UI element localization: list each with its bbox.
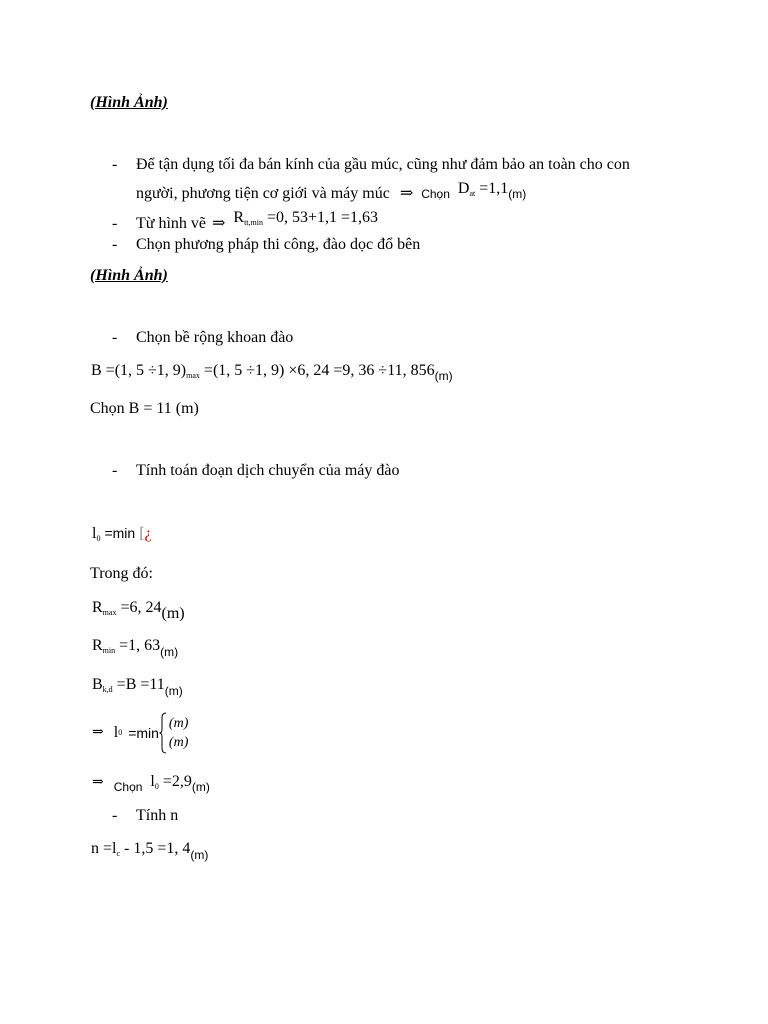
rmin-subscript: min (102, 646, 116, 655)
formula-rmin-value (92, 636, 178, 661)
bullet-text-label: Từ hình vẽ (136, 215, 206, 232)
left-brace-icon (159, 712, 167, 754)
bkd-symbol: B (92, 676, 103, 693)
figure-caption: (Hình Ảnh) (90, 94, 168, 111)
n-unit: (m) (190, 848, 209, 862)
rmin-unit: (m) (160, 645, 179, 659)
l0-subscript: 0 (154, 782, 159, 791)
chon-label: Chọn (113, 780, 143, 794)
l0-result-unit: (m) (191, 780, 210, 794)
bullet-text-line2: người, phương tiện cơ giới và máy múc (136, 185, 390, 202)
implies-arrow: ⇒ (212, 215, 226, 232)
bkd-subscript: k,d (102, 685, 113, 694)
rmin-value: =1, 63 (119, 637, 161, 654)
bullet-text: Chọn phương pháp thi công, đào dọc đổ bên (136, 236, 421, 253)
brace-group (159, 712, 188, 754)
formula-l0-result (92, 772, 210, 797)
dat-subscript: at (469, 189, 476, 198)
formula-l0-min (92, 711, 188, 755)
rmax-subscript: max (102, 608, 117, 617)
bkd-unit: (m) (164, 684, 183, 698)
l0-symbol: l (113, 724, 119, 741)
l0-result-value: =2,9 (162, 773, 192, 790)
rmin-symbol: R (233, 209, 245, 226)
bracket-glyph: [ (139, 525, 145, 542)
bullet-text: Tính toán đoạn dịch chuyển của máy đào (136, 462, 400, 479)
rmin-symbol: R (92, 637, 103, 654)
n-right: - 1,5 =1, 4 (124, 840, 191, 857)
brace-stack (169, 714, 188, 752)
figure-caption: (Hình Ảnh) (90, 267, 168, 284)
l0-symbol: l (150, 773, 155, 790)
formula-b-subscript: max (186, 371, 200, 380)
n-subscript: c (116, 849, 121, 858)
brace-row-1: (m) (168, 716, 189, 731)
l0-symbol: l (92, 525, 97, 542)
bullet-mark: - (112, 236, 118, 253)
dat-value: =1,1 (479, 180, 509, 197)
bullet-mark: - (112, 807, 118, 824)
choose-b-text: Chọn B = 11 (m) (90, 400, 199, 417)
implies-arrow: ⇒ (399, 185, 414, 202)
bkd-value: =B =11 (116, 676, 165, 693)
unit-label: (m) (434, 369, 453, 383)
bullet-mark: - (112, 329, 118, 346)
formula-b-right: =(1, 5 ÷1, 9) ×6, 24 =9, 36 ÷11, 856 (203, 362, 435, 379)
implies-arrow: ⇒ (92, 775, 104, 790)
formula-b (91, 361, 453, 386)
l0-subscript: 0 (118, 728, 123, 737)
inverted-question-mark: ¿ (144, 525, 152, 542)
dat-symbol: D (457, 180, 470, 197)
formula-rmax (92, 598, 185, 623)
l0-expression: =min (104, 525, 136, 541)
brace-row-2: (m) (168, 735, 189, 750)
formula-bkd (92, 675, 183, 700)
trong-do-label: Trong đó: (90, 565, 153, 582)
n-left: n =l (91, 840, 117, 857)
rmax-value: =6, 24 (120, 599, 162, 616)
rmin-subscript: tt,min (244, 218, 263, 227)
implies-arrow: ⇒ (92, 725, 104, 740)
formula-b-left: B =(1, 5 ÷1, 9) (91, 362, 187, 379)
unit-label: (m) (508, 187, 527, 201)
bullet-text: Để tận dụng tối đa bán kính của gầu múc, cũng như đảm bảo an toàn cho con (136, 156, 630, 173)
formula-dat (458, 180, 508, 197)
bullet-text-continued (136, 180, 527, 209)
chon-label: Chọn (421, 187, 450, 201)
bullet-mark: - (112, 462, 118, 479)
rmax-symbol: R (92, 599, 103, 616)
bullet-mark: - (112, 215, 118, 232)
bullet-text: Tính n (136, 807, 179, 824)
l0-subscript: 0 (96, 534, 101, 543)
bullet-text: Chọn bề rộng khoan đào (136, 329, 294, 346)
formula-n (91, 839, 208, 864)
min-expression: =min (128, 725, 159, 741)
formula-l0 (92, 523, 152, 549)
rmin-expression: =0, 53+1,1 =1,63 (266, 209, 379, 226)
bullet-mark: - (112, 156, 118, 173)
rmax-unit: (m) (161, 605, 185, 622)
formula-rmin (233, 209, 378, 226)
